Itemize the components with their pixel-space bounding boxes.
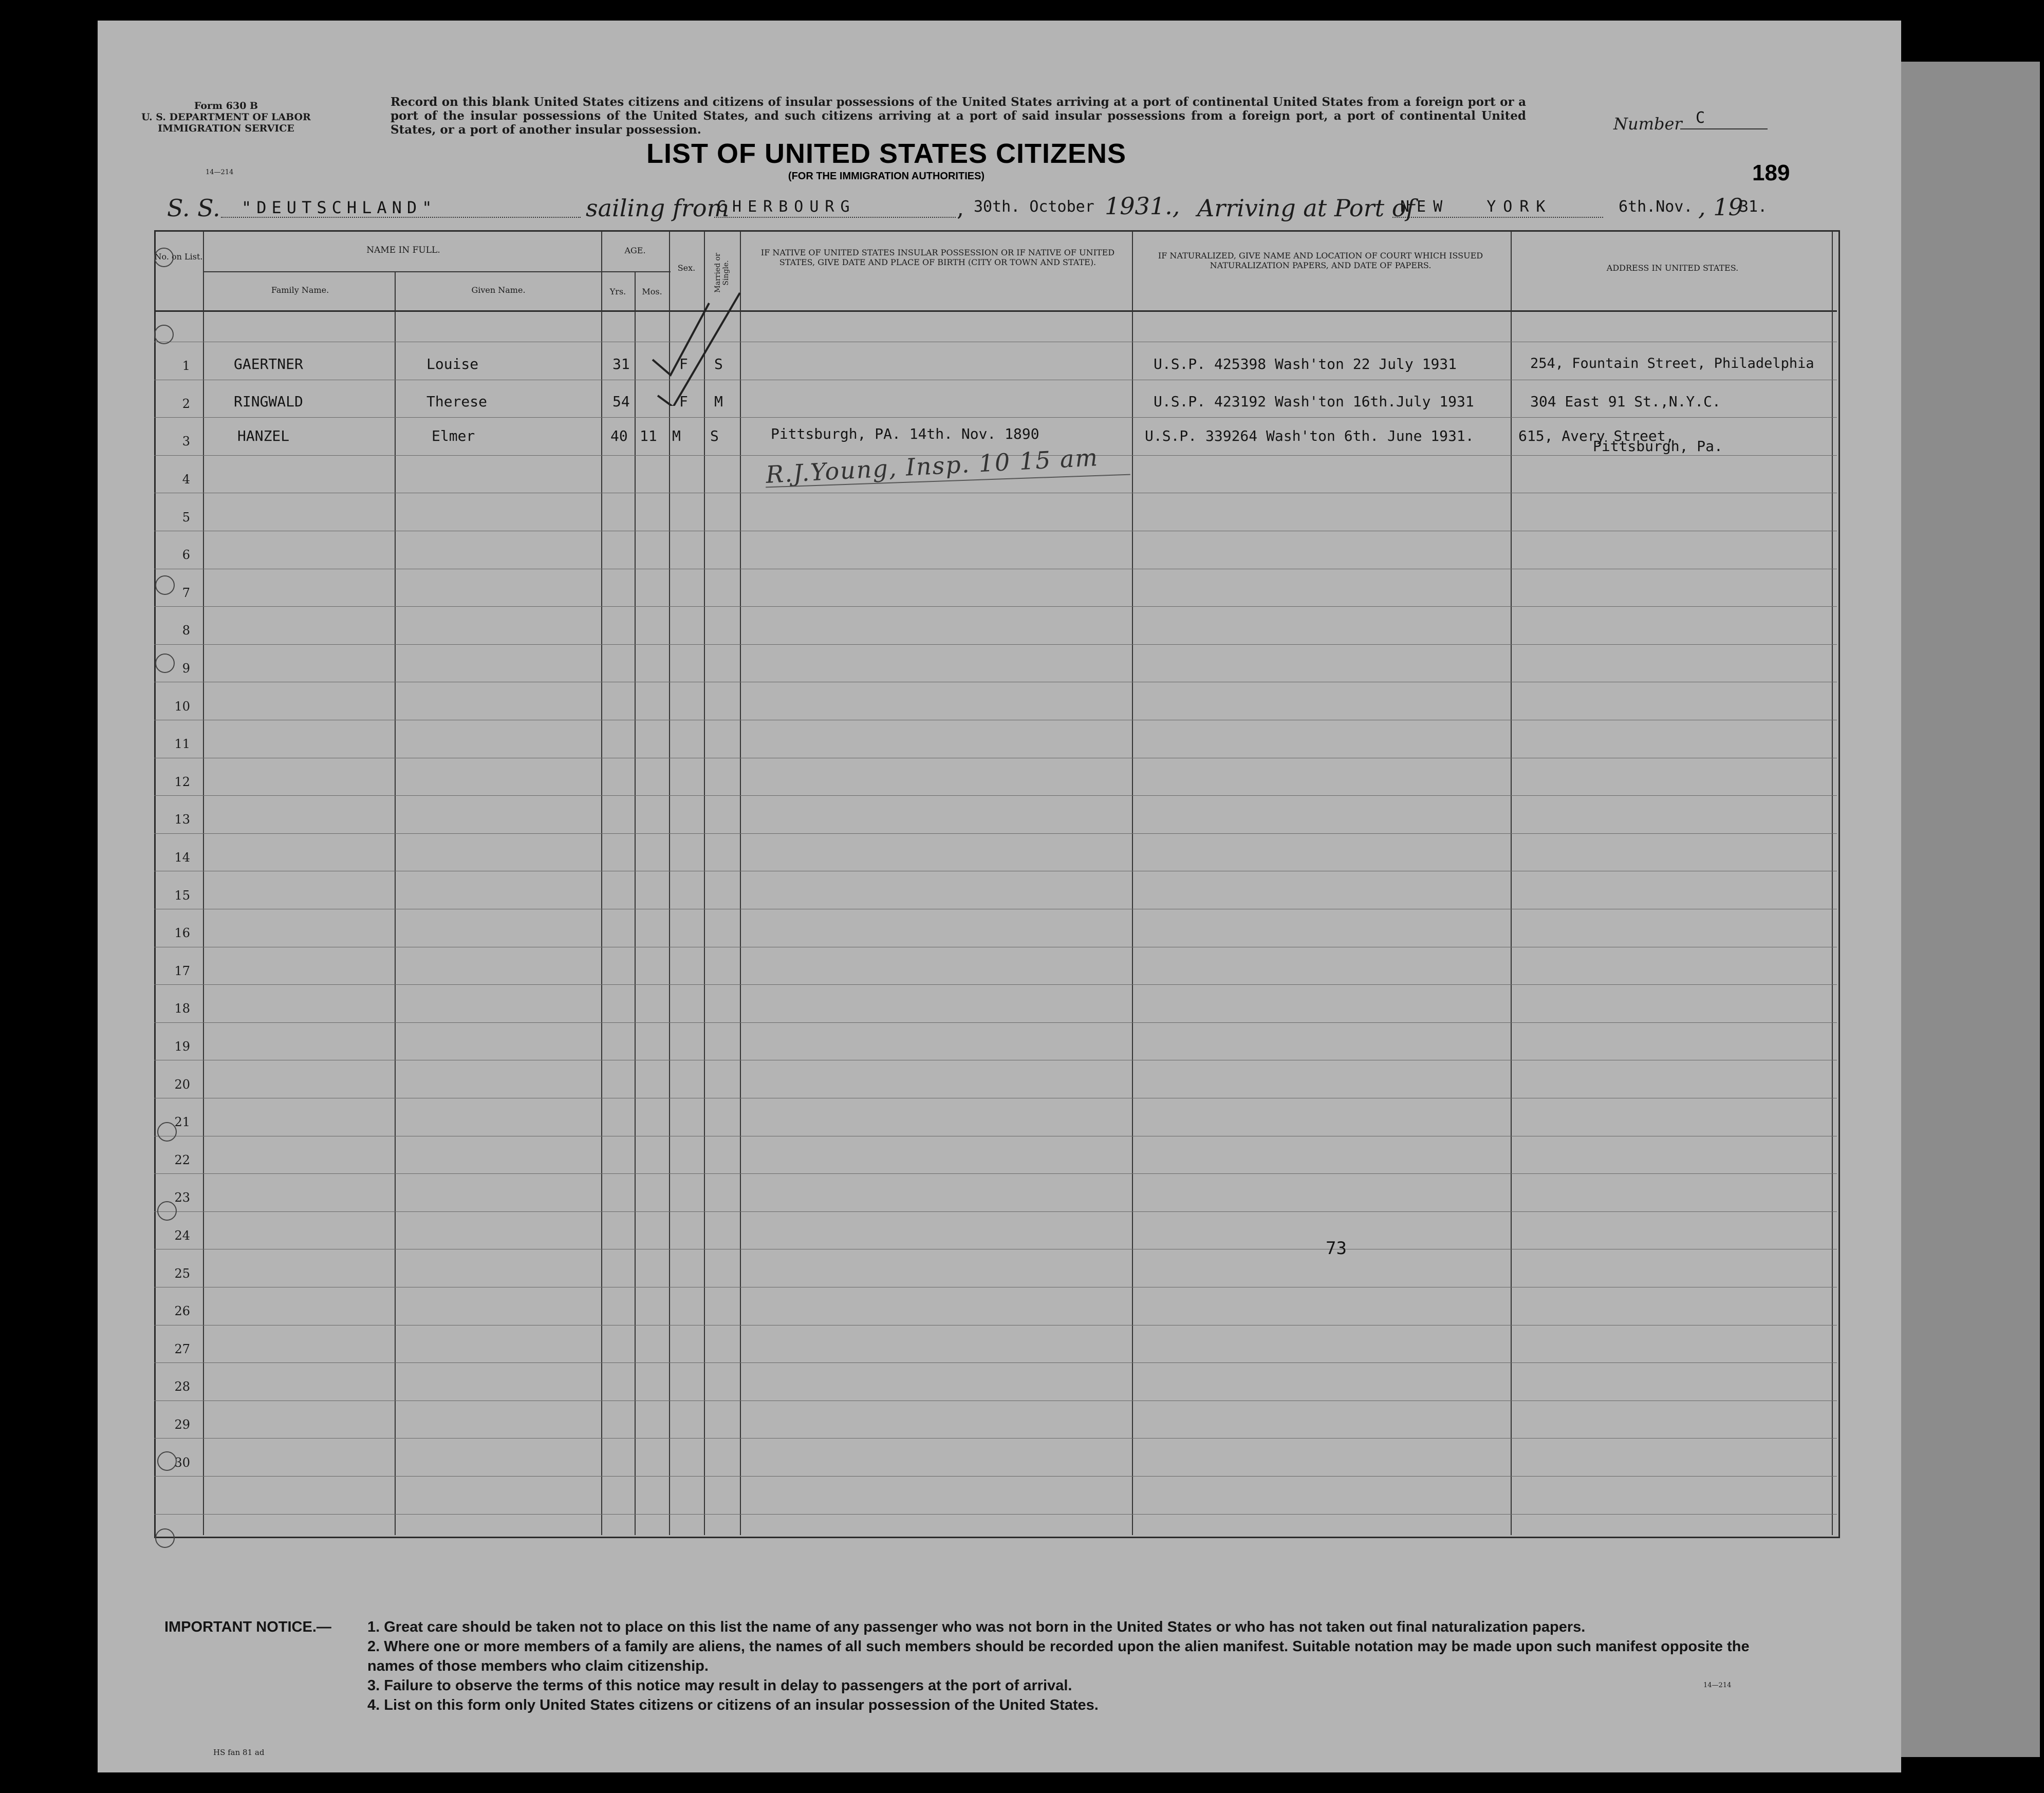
row-rule: [154, 1022, 1837, 1023]
naturalization-info: U.S.P. 339264 Wash'ton 6th. June 1931.: [1145, 427, 1474, 444]
service-name: IMMIGRATION SERVICE: [158, 123, 294, 134]
col-head-name-in-full: NAME IN FULL.: [366, 245, 440, 255]
departure-port: CHERBOURG: [717, 198, 856, 216]
col-head-married-single: Married or Single.: [714, 253, 730, 293]
col-divider-yrs: [635, 272, 636, 1535]
row-number: 30: [174, 1455, 190, 1470]
arrival-port: NEW YORK: [1400, 198, 1553, 216]
col-head-mos: Mos.: [642, 287, 662, 296]
form-code-bottom: 14—214: [1703, 1682, 1732, 1689]
row-number: 14: [174, 850, 190, 865]
row-number: 8: [182, 623, 190, 638]
family-name: RINGWALD: [234, 393, 303, 410]
arrival-year-suffix: 31.: [1739, 198, 1768, 216]
row-number: 13: [174, 812, 190, 827]
sex: F: [679, 356, 688, 372]
form-number: Form 630 B: [194, 100, 258, 111]
check-marks: [642, 272, 755, 406]
departure-date: 30th. October: [974, 198, 1094, 216]
row-rule: [154, 984, 1837, 985]
important-notice: [164, 1617, 1809, 1715]
naturalization-info: U.S.P. 423192 Wash'ton 16th.July 1931: [1154, 393, 1474, 410]
col-head-sex: Sex.: [677, 263, 696, 273]
form-code-bottom-left: HS fan 81 ad: [213, 1748, 265, 1757]
given-name: Louise: [426, 356, 479, 372]
col-head-age: AGE.: [624, 246, 646, 255]
notice-items: [367, 1617, 1809, 1715]
page-title: LIST OF UNITED STATES CITIZENS: [646, 138, 1126, 169]
sex: M: [672, 427, 681, 444]
address-line-2: Pittsburgh, Pa.: [1593, 438, 1723, 455]
address: 254, Fountain Street, Philadelphia: [1530, 356, 1814, 371]
row-number: 2: [182, 397, 190, 411]
row-number: 17: [174, 964, 190, 978]
ship-underline: [221, 217, 581, 218]
notice-item: 3. Failure to observe the terms of this notice may result in delay to passengers at the port of arrival.: [367, 1677, 1072, 1694]
header-rule: [154, 310, 1837, 312]
col-head-birth: IF NATIVE OF UNITED STATES INSULAR POSSESSION OR IF NATIVE OF UNITED STATES, GIVE DATE AND PLACE OF BIRTH (CITY OR TOWN AND STATE).: [760, 248, 1115, 267]
col-divider-mos: [669, 231, 670, 1535]
notice-heading: IMPORTANT NOTICE.—: [164, 1619, 331, 1635]
col-head-no: No. on List.: [154, 252, 203, 262]
col-head-family-name: Family Name.: [271, 285, 329, 295]
number-label: Number: [1613, 114, 1682, 134]
punch-hole: [154, 248, 174, 267]
name-group-rule: [203, 271, 635, 272]
col-divider-given: [601, 231, 602, 1535]
marital-status: S: [714, 356, 723, 372]
punch-hole: [155, 653, 175, 673]
row-rule: [154, 417, 1837, 418]
row-rule: [154, 644, 1837, 645]
row-rule: [154, 1211, 1837, 1212]
ship-name: "DEUTSCHLAND": [241, 198, 437, 217]
form-identifier: [113, 100, 339, 134]
col-divider-ms: [740, 231, 741, 1535]
form-instructions: Record on this blank United States citizens and citizens of insular possessions of the United States arriving at a port of continental United States from a foreign port or a port of the insular possessions of the United States, and such citizens arriving at a port of said insular possessions from a foreign port, a port of continental United States, or a port of another insular possession.: [391, 95, 1526, 137]
row-number: 16: [174, 926, 190, 940]
given-name: Therese: [426, 393, 488, 410]
page-number: 189: [1752, 160, 1790, 185]
sex: F: [679, 393, 688, 410]
check-mark-1: [653, 303, 709, 375]
address: 304 East 91 St.,N.Y.C.: [1530, 393, 1721, 410]
notice-item: 4. List on this form only United States citizens or citizens of an insular possession of the United States.: [367, 1697, 1099, 1713]
row-number: 7: [182, 586, 190, 600]
col-head-given-name: Given Name.: [471, 285, 526, 295]
ss-label: S. S.: [167, 194, 220, 222]
row-number: 12: [174, 775, 190, 789]
row-number: 22: [174, 1153, 190, 1167]
port-from-underline: [714, 217, 956, 218]
row-number: 15: [174, 888, 190, 903]
punch-hole: [155, 575, 175, 595]
naturalization-info: U.S.P. 425398 Wash'ton 22 July 1931: [1154, 356, 1457, 372]
departure-year: 1931.,: [1105, 192, 1180, 220]
col-divider-no: [203, 231, 204, 1535]
department-name: U. S. DEPARTMENT OF LABOR: [141, 111, 311, 123]
col-head-naturalized: IF NATURALIZED, GIVE NAME AND LOCATION OF COURT WHICH ISSUED NATURALIZATION PAPERS, AND DATE OF PAPERS.: [1158, 251, 1483, 270]
stamp-number: 73: [1326, 1238, 1347, 1259]
col-head-address: ADDRESS IN UNITED STATES.: [1606, 263, 1739, 273]
row-number: 26: [174, 1304, 190, 1318]
sailing-from-label: sailing from: [586, 194, 730, 222]
age-months: 11: [640, 427, 657, 444]
row-rule: [154, 1173, 1837, 1174]
row-rule: [154, 795, 1837, 796]
row-number: 21: [174, 1115, 190, 1129]
row-number: 6: [182, 548, 190, 562]
row-rule: [154, 1476, 1837, 1477]
age-years: 40: [610, 427, 628, 444]
row-number: 9: [182, 661, 190, 676]
arriving-label: Arriving at Port of: [1197, 194, 1415, 222]
row-number: 10: [174, 699, 190, 714]
arrival-year-prefix: , 19: [1698, 193, 1743, 221]
row-number: 4: [182, 472, 190, 487]
row-rule: [154, 1514, 1837, 1515]
col-divider-birth: [1132, 231, 1133, 1535]
punch-hole: [157, 1451, 177, 1471]
col-divider-address: [1832, 231, 1833, 1535]
row-number: 28: [174, 1379, 190, 1394]
row-number: 29: [174, 1417, 190, 1432]
col-divider-sex: [704, 231, 705, 1535]
row-number: 25: [174, 1266, 190, 1281]
age-years: 31: [612, 356, 630, 372]
row-number: 18: [174, 1001, 190, 1016]
family-name: GAERTNER: [234, 356, 303, 372]
birth-info: Pittsburgh, PA. 14th. Nov. 1890: [771, 425, 1039, 442]
row-rule: [154, 1438, 1837, 1439]
row-number: 5: [182, 510, 190, 525]
row-rule: [154, 1400, 1837, 1401]
number-underline: [1680, 128, 1768, 129]
marital-status: M: [714, 393, 723, 410]
number-value: C: [1696, 109, 1705, 127]
check-mark-2: [658, 293, 740, 406]
notice-item: 1. Great care should be taken not to place on this list the name of any passenger who was not born in the United States or who has not taken out final naturalization papers.: [367, 1619, 1586, 1635]
row-rule: [154, 833, 1837, 834]
punch-hole: [155, 1528, 175, 1548]
marital-status: S: [710, 427, 719, 444]
age-years: 54: [612, 393, 630, 410]
form-code: 14—214: [206, 169, 234, 176]
given-name: Elmer: [432, 427, 475, 444]
row-number: 20: [174, 1077, 190, 1092]
inspector-note: R.J.Young, Insp. 10 15 am: [765, 443, 1100, 489]
page-subtitle: (FOR THE IMMIGRATION AUTHORITIES): [788, 171, 985, 182]
row-number: 19: [174, 1039, 190, 1054]
row-number: 23: [174, 1190, 190, 1205]
row-number: 27: [174, 1342, 190, 1356]
row-rule: [154, 1362, 1837, 1363]
punch-hole: [154, 325, 174, 344]
port-to-underline: [1392, 217, 1603, 218]
row-number: 3: [182, 434, 190, 449]
arrival-date: 6th.Nov.: [1619, 198, 1693, 216]
row-number: 11: [174, 737, 190, 751]
row-rule: [154, 606, 1837, 607]
comma: ,: [957, 195, 964, 221]
row-number: 24: [174, 1228, 190, 1243]
row-number: 1: [182, 359, 190, 373]
col-divider-family: [395, 272, 396, 1535]
punch-hole: [157, 1122, 177, 1142]
family-name: HANZEL: [237, 427, 290, 444]
notice-item: 2. Where one or more members of a family are aliens, the names of all such members should be recorded upon the alien manifest. Suitable notation may be made upon such manifest opposite the names of those members who claim citizenship.: [367, 1638, 1750, 1674]
col-divider-naturalized: [1511, 231, 1512, 1535]
address: 615, Avery Street,: [1518, 427, 1675, 444]
col-head-yrs: Yrs.: [609, 287, 626, 296]
punch-hole: [157, 1201, 177, 1221]
